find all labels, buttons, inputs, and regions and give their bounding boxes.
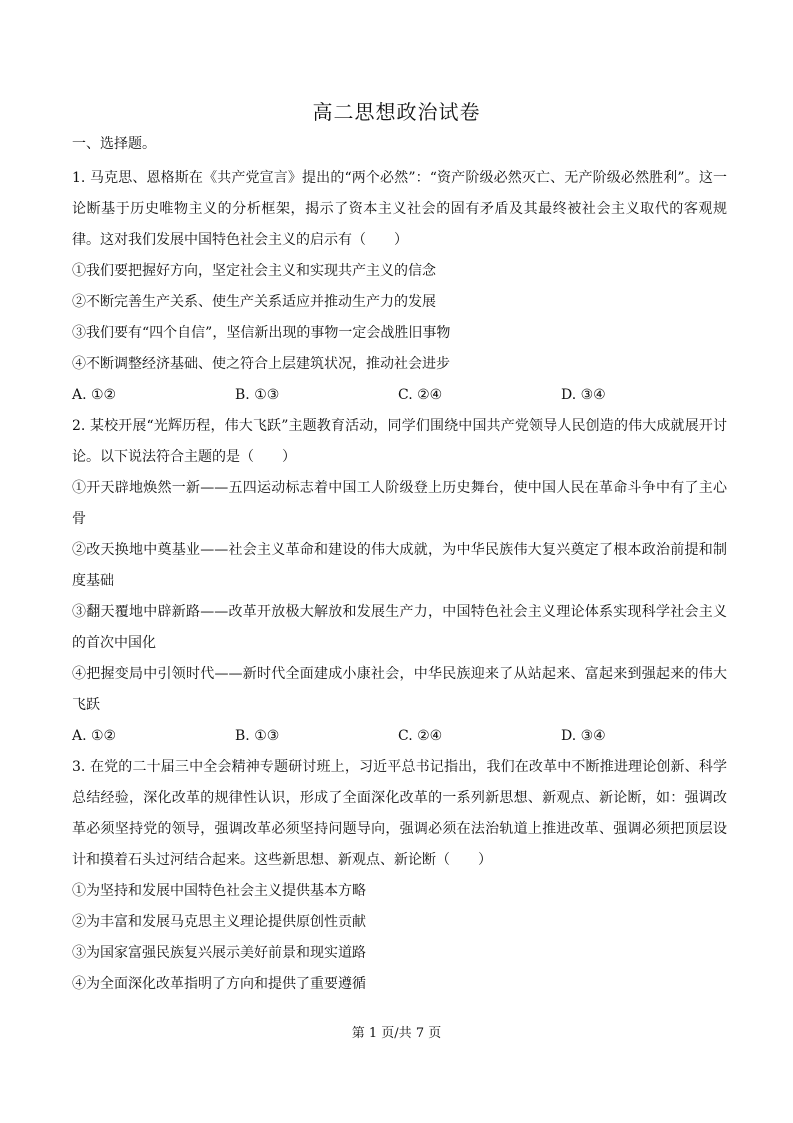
choice-b[interactable]: B. ①③ bbox=[235, 387, 280, 403]
statement-option: ③为国家富强民族复兴展示美好前景和现实道路 bbox=[72, 945, 366, 961]
statement-option: ②改天换地中奠基业——社会主义革命和建设的伟大成就，为中华民族伟大复兴奠定了根本政治前提和制度基础 bbox=[72, 542, 727, 589]
statement-option: ④为全面深化改革指明了方向和提供了重要遵循 bbox=[72, 976, 366, 992]
question-3 bbox=[72, 752, 727, 1000]
section-heading: 一、选择题。 bbox=[72, 136, 156, 152]
choice-d[interactable]: D. ③④ bbox=[561, 387, 606, 403]
question-1 bbox=[72, 163, 727, 411]
answer-choices bbox=[72, 380, 727, 411]
page-footer: 第 1 页/共 7 页 bbox=[351, 1026, 442, 1041]
statement-option: ①我们要把握好方向，坚定社会主义和实现共产主义的信念 bbox=[72, 263, 436, 279]
page-title: 高二思想政治试卷 bbox=[312, 100, 481, 124]
question-stem: 2. 某校开展“光辉历程，伟大飞跃”主题教育活动，同学们围绕中国共产党领导人民创造的伟大成就展开讨论。以下说法符合主题的是（ ） bbox=[72, 418, 727, 465]
choice-c[interactable]: C. ②④ bbox=[398, 728, 443, 744]
statement-option: ④把握变局中引领时代——新时代全面建成小康社会，中华民族迎来了从站起来、富起来到强起来的伟大飞跃 bbox=[72, 666, 727, 713]
answer-choices bbox=[72, 721, 727, 752]
statement-option: ①开天辟地焕然一新——五四运动标志着中国工人阶级登上历史舞台，使中国人民在革命斗争中有了主心骨 bbox=[72, 480, 727, 527]
choice-a[interactable]: A. ①② bbox=[72, 387, 117, 403]
choice-a[interactable]: A. ①② bbox=[72, 728, 117, 744]
question-2 bbox=[72, 411, 727, 752]
statement-option: ③翻天覆地中辟新路——改革开放极大解放和发展生产力，中国特色社会主义理论体系实现科学社会主义的首次中国化 bbox=[72, 604, 727, 651]
statement-option: ④不断调整经济基础、使之符合上层建筑状况，推动社会进步 bbox=[72, 356, 450, 372]
statement-option: ②为丰富和发展马克思主义理论提供原创性贡献 bbox=[72, 914, 366, 930]
statement-option: ①为坚持和发展中国特色社会主义提供基本方略 bbox=[72, 883, 366, 899]
statement-option: ③我们要有“四个自信”，坚信新出现的事物一定会战胜旧事物 bbox=[72, 325, 451, 341]
choice-b[interactable]: B. ①③ bbox=[235, 728, 280, 744]
choice-d[interactable]: D. ③④ bbox=[561, 728, 606, 744]
question-stem: 1. 马克思、恩格斯在《共产党宣言》提出的“两个必然”：“资产阶级必然灭亡、无产阶级必然胜利”。这一论断基于历史唯物主义的分析框架，揭示了资本主义社会的固有矛盾及其最终被社会主义取代的客观规律。这对我们发展中国特色社会主义的启示有（ ） bbox=[72, 170, 727, 248]
choice-c[interactable]: C. ②④ bbox=[398, 387, 443, 403]
statement-option: ②不断完善生产关系、使生产关系适应并推动生产力的发展 bbox=[72, 294, 436, 310]
question-stem: 3. 在党的二十届三中全会精神专题研讨班上，习近平总书记指出，我们在改革中不断推进理论创新、科学总结经验，深化改革的规律性认识，形成了全面深化改革的一系列新思想、新观点、新论断，如：强调改革必须坚持党的领导，强调改革必须坚持问题导向，强调必须在法治轨道上推进改革、强调必须把顶层设计和摸着石头过河结合起来。这些新思想、新观点、新论断（ ） bbox=[72, 759, 727, 868]
